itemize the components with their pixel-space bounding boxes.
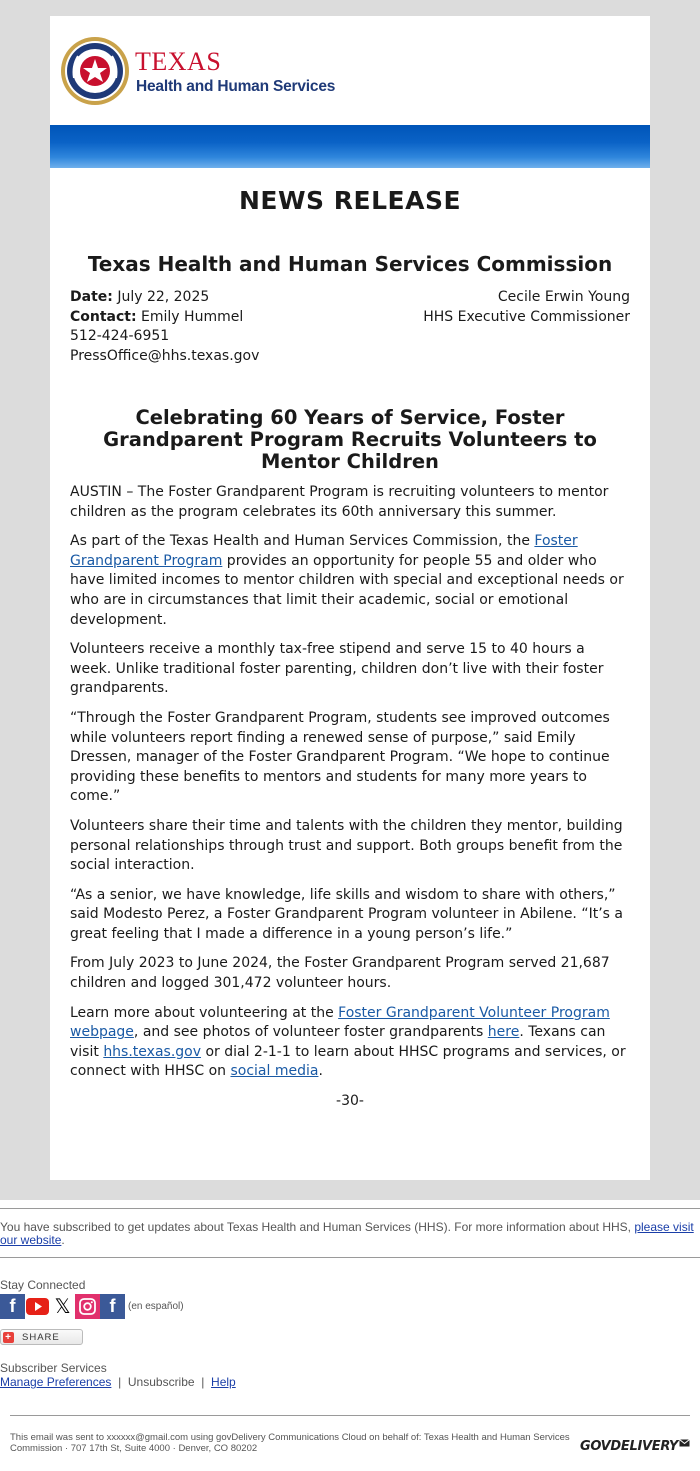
contact-block	[70, 288, 259, 366]
plus-icon: +	[3, 1332, 14, 1343]
footer-bottom	[0, 1432, 700, 1454]
paragraph: “As a senior, we have knowledge, life skills and wisdom to share with others,” said Modesto Perez, a Foster Grandparent Program volunteer in Abilene. “It’s a great feeling that I made a difference in a young person’s life.”	[70, 886, 623, 942]
news-release-card	[50, 16, 650, 1180]
contact-value: Emily Hummel	[141, 308, 244, 325]
foster-grandparent-program-link[interactable]: Foster Grandparent Program	[70, 533, 578, 569]
contact-email: PressOffice@hhs.texas.gov	[70, 347, 260, 364]
subscriber-services-label: Subscriber Services	[0, 1361, 107, 1375]
social-media-link[interactable]: social media	[230, 1063, 319, 1080]
separator: |	[118, 1375, 122, 1389]
hhs-website-link[interactable]: hhs.texas.gov	[103, 1043, 202, 1060]
sent-to-notice: This email was sent to xxxxxx@gmail.com using govDelivery Communications Cloud on behalf of: Texas Health and Human Services Commission · 707 17th St, Suite 4000 · Denver, CO 80202	[10, 1432, 570, 1454]
texas-hhs-seal-icon	[60, 36, 130, 106]
release-meta	[50, 288, 650, 366]
contact-label: Contact:	[70, 308, 137, 325]
x-icon[interactable]: 𝕏	[50, 1294, 75, 1319]
visit-website-link[interactable]: please visit our website	[0, 1220, 694, 1247]
divider	[10, 1415, 690, 1416]
commissioner-block	[423, 288, 630, 366]
separator: |	[201, 1375, 205, 1389]
commissioner-name: Cecile Erwin Young	[497, 289, 630, 305]
brand-hhs: Health and Human Services	[136, 78, 336, 95]
paragraph: Learn more about volunteering at the Foster Grandparent Volunteer Program webpage, and see photos of volunteer foster grandparents here. Texans can visit hhs.texas.gov or dial 2-1-1 to learn about HHSC programs and services, or connect with HHSC on social media.	[70, 1004, 626, 1080]
divider	[0, 1208, 700, 1209]
agency-name: Texas Health and Human Services Commission	[87, 252, 613, 276]
stay-connected-label: Stay Connected	[0, 1278, 86, 1292]
brand-texas: TEXAS	[135, 47, 222, 76]
paragraph: Volunteers receive a monthly tax-free stipend and serve 15 to 40 hours a week. Unlike traditional foster parenting, children don’t live with their foster grandparents.	[70, 641, 604, 697]
email-footer	[0, 1208, 700, 1454]
paragraph: Volunteers share their time and talents with the children they mentor, building personal relationships through trust and support. Both groups benefit from the social interaction.	[70, 817, 623, 874]
share-button[interactable]	[0, 1329, 83, 1345]
subscription-notice: You have subscribed to get updates about Texas Health and Human Services (HHS). For more information about HHS, please visit our website.	[0, 1220, 694, 1247]
news-release-heading: NEWS RELEASE	[238, 186, 462, 215]
paragraph: As part of the Texas Health and Human Services Commission, the Foster Grandparent Program provides an opportunity for people 55 and older who have limited incomes to mentor children with special and exceptional needs or who are in circumstances that limit their academic, social or emotional development.	[70, 533, 624, 628]
manage-preferences-link[interactable]: Manage Preferences	[0, 1375, 112, 1389]
contact-phone: 512-424-6951	[70, 328, 170, 344]
header-banner	[50, 125, 650, 168]
facebook-espanol-icon[interactable]: f	[100, 1294, 125, 1319]
paragraph: From July 2023 to June 2024, the Foster Grandparent Program served 21,687 children and logged 301,472 volunteer hours.	[70, 955, 610, 992]
subscriber-services	[0, 1361, 700, 1389]
paragraph: “Through the Foster Grandparent Program, students see improved outcomes while volunteers report finding a renewed sense of purpose,” said Emily Dressen, manager of the Foster Grandparent Program. “We hope to continue providing these benefits to mentors and students for many more years to come.”	[70, 709, 610, 805]
header-logo	[50, 16, 650, 125]
date-label: Date:	[70, 289, 113, 305]
instagram-icon[interactable]	[75, 1294, 100, 1319]
share-label: SHARE	[22, 1331, 60, 1343]
govdelivery-logo: GOVDELIVERY	[580, 1439, 690, 1454]
youtube-icon[interactable]	[25, 1294, 50, 1319]
envelope-icon	[679, 1439, 690, 1447]
social-links	[0, 1294, 700, 1319]
photos-here-link[interactable]: here	[487, 1024, 520, 1041]
help-link[interactable]: Help	[211, 1375, 236, 1389]
facebook-icon[interactable]: f	[0, 1294, 25, 1319]
unsubscribe-link[interactable]: Unsubscribe	[127, 1375, 195, 1389]
paragraph: AUSTIN – The Foster Grandparent Program is recruiting volunteers to mentor children as the program celebrates its 60th anniversary this summer.	[70, 484, 609, 520]
volunteer-program-webpage-link[interactable]: Foster Grandparent Volunteer Program webpage	[70, 1004, 610, 1041]
end-mark: -30-	[336, 1093, 364, 1110]
commissioner-title: HHS Executive Commissioner	[423, 308, 630, 325]
article-body	[50, 483, 650, 1112]
date-value: July 22, 2025	[117, 289, 210, 305]
espanol-label: (en español)	[128, 1301, 184, 1312]
divider	[0, 1257, 700, 1258]
article-headline: Celebrating 60 Years of Service, Foster Grandparent Program Recruits Volunteers to Mentor Children	[103, 406, 597, 473]
